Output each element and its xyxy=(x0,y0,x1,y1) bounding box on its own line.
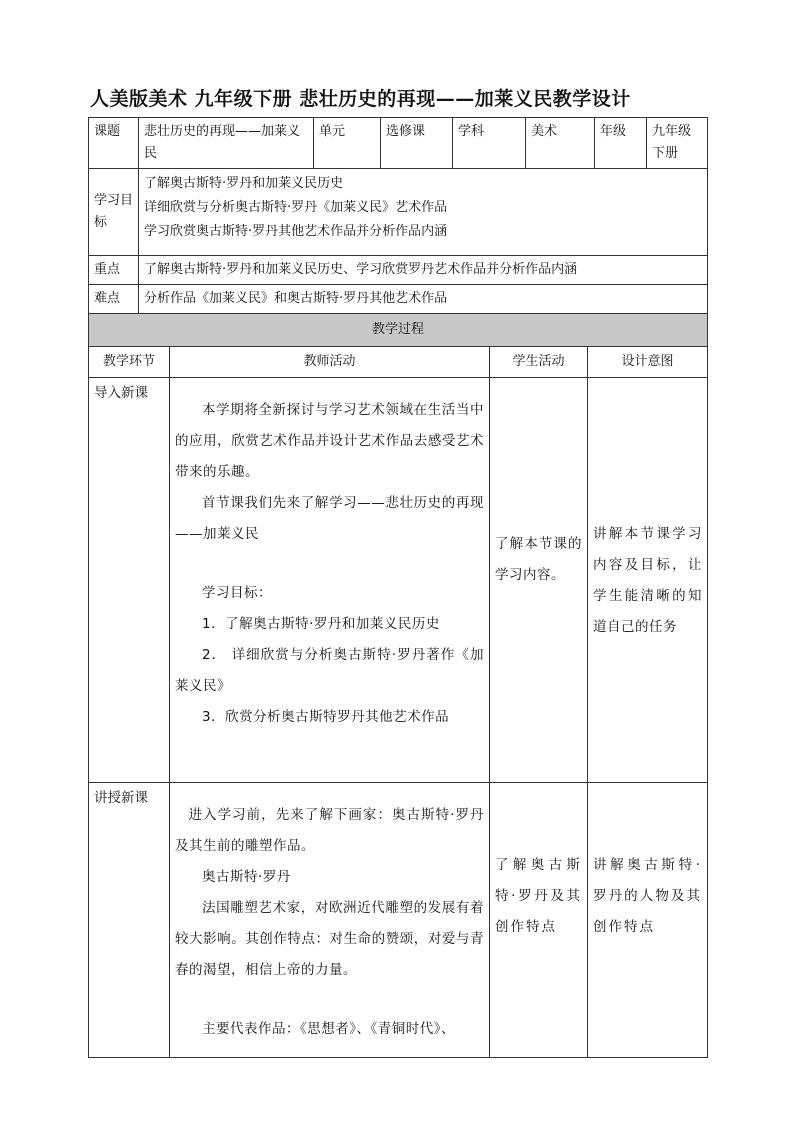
header-student: 学生活动 xyxy=(490,347,588,378)
info-row xyxy=(89,118,708,169)
intro-step: 导入新课 xyxy=(89,378,170,783)
intro-teacher xyxy=(170,378,490,783)
intro-intent: 讲解本节课学习内容及目标，让学生能清晰的知道自己的任务 xyxy=(588,378,708,783)
process-title: 教学过程 xyxy=(89,314,708,347)
lesson-plan-sheet xyxy=(88,117,707,1058)
lecture-step: 讲授新课 xyxy=(89,783,170,1058)
intro-paragraph-1: 本学期将全新探讨与学习艺术领域在生活当中的应用，欣赏艺术作品并设计艺术作品去感受艺术带来的乐趣。 xyxy=(175,402,484,480)
topic-label: 课题 xyxy=(89,118,139,169)
intro-goal-1: 1．了解奥古斯特·罗丹和加莱义民历史 xyxy=(202,616,440,632)
unit-label: 单元 xyxy=(314,118,381,169)
goals-list xyxy=(139,169,708,256)
lecture-paragraph-1: 进入学习前，先来了解下画家：奥古斯特·罗丹及其生前的雕塑作品。 xyxy=(175,807,484,854)
lecture-row xyxy=(89,783,708,1058)
intro-paragraph-2: 首节课我们先来了解学习——悲壮历史的再现——加莱义民 xyxy=(175,495,484,542)
grade-value: 九年级下册 xyxy=(647,118,708,169)
lecture-paragraph-3: 主要代表作品：《思想者》、《青铜时代》、 xyxy=(202,1021,455,1037)
key-points-row xyxy=(89,256,708,285)
grade-label: 年级 xyxy=(595,118,647,169)
difficulties-value: 分析作品《加莱义民》和奥古斯特·罗丹其他艺术作品 xyxy=(139,285,708,314)
goals-label: 学习目标 xyxy=(89,169,139,256)
lesson-info-table xyxy=(88,117,708,314)
goal-item: 学习欣赏奥古斯特·罗丹其他艺术作品并分析作品内涵 xyxy=(144,224,448,239)
process-header-row xyxy=(89,347,708,378)
goal-item: 详细欣赏与分析奥古斯特·罗丹《加莱义民》艺术作品 xyxy=(144,200,448,215)
intro-row xyxy=(89,378,708,783)
subject-label: 学科 xyxy=(453,118,526,169)
header-step: 教学环节 xyxy=(89,347,170,378)
intro-goal-3: 3．欣赏分析奥古斯特罗丹其他艺术作品 xyxy=(202,709,450,725)
intro-student: 了解本节课的学习内容。 xyxy=(490,378,588,783)
lecture-teacher xyxy=(170,783,490,1058)
difficulties-row xyxy=(89,285,708,314)
process-table xyxy=(88,313,708,1058)
lecture-student: 了解奥古斯特·罗丹及其创作特点 xyxy=(490,783,588,1058)
lecture-intent: 讲解奥古斯特·罗丹的人物及其创作特点 xyxy=(588,783,708,1058)
lecture-paragraph-2: 法国雕塑艺术家，对欧洲近代雕塑的发展有着较大影响。其创作特点：对生命的赞颂，对爱与青春的渴望，相信上帝的力量。 xyxy=(175,900,484,978)
lecture-artist-name: 奥古斯特·罗丹 xyxy=(202,869,291,885)
topic-value: 悲壮历史的再现——加莱义民 xyxy=(139,118,314,169)
goal-item: 了解奥古斯特·罗丹和加莱义民历史 xyxy=(144,176,344,191)
unit-value: 选修课 xyxy=(381,118,453,169)
key-points-label: 重点 xyxy=(89,256,139,285)
document-title: 人美版美术 九年级下册 悲壮历史的再现——加莱义民教学设计 xyxy=(90,88,631,110)
key-points-value: 了解奥古斯特·罗丹和加莱义民历史、学习欣赏罗丹艺术作品并分析作品内涵 xyxy=(139,256,708,285)
intro-goal-2: 2． 详细欣赏与分析奥古斯特·罗丹著作《加莱义民》 xyxy=(175,647,484,694)
process-title-row xyxy=(89,314,708,347)
header-intent: 设计意图 xyxy=(588,347,708,378)
goals-row xyxy=(89,169,708,256)
intro-goals-heading: 学习目标： xyxy=(202,585,272,601)
difficulties-label: 难点 xyxy=(89,285,139,314)
subject-value: 美术 xyxy=(526,118,595,169)
header-teacher: 教师活动 xyxy=(170,347,490,378)
